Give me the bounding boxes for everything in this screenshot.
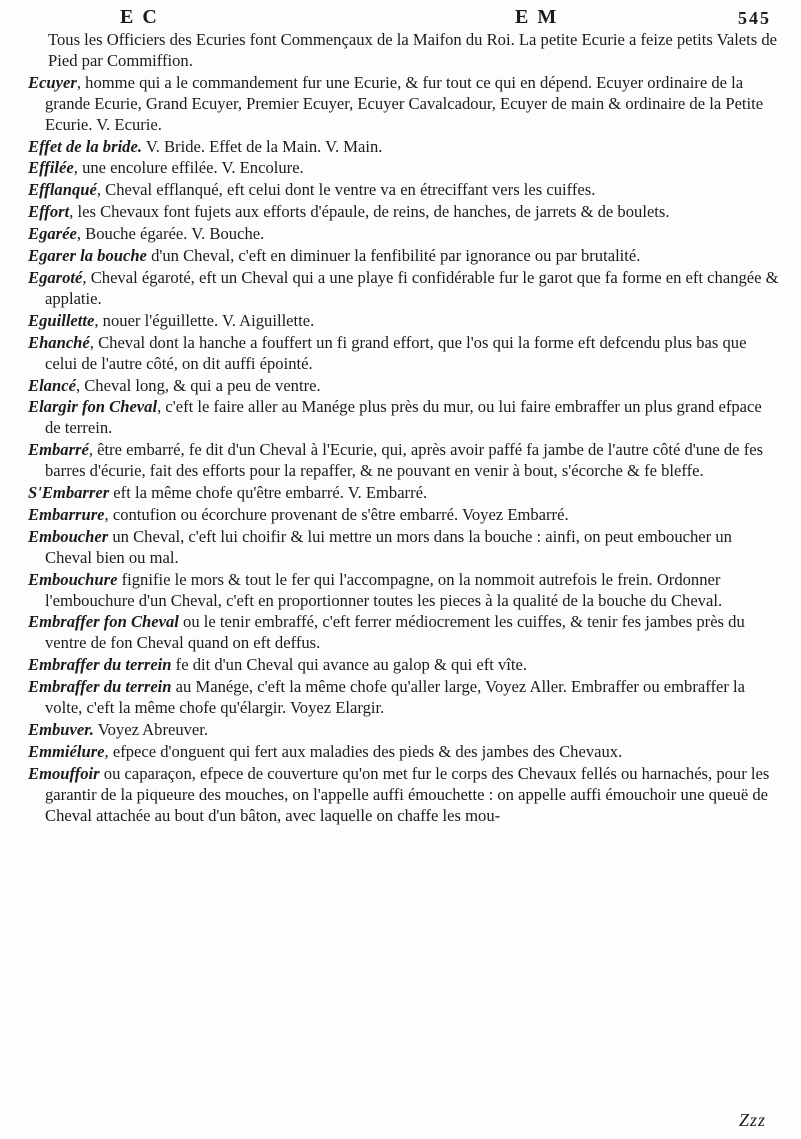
signature-mark: Zzz bbox=[738, 1110, 766, 1130]
entry bbox=[28, 268, 780, 310]
entry-text: , contufion ou écorchure provenant de s'être embarré. Voyez Embarré. bbox=[104, 504, 569, 524]
entry bbox=[28, 202, 780, 223]
entry-headword: Eguillette bbox=[28, 310, 95, 330]
entry-text: , efpece d'onguent qui fert aux maladies des pieds & des jambes des Chevaux. bbox=[104, 741, 623, 761]
entry bbox=[28, 376, 780, 397]
entry-text: , les Chevaux font fujets aux efforts d'épaule, de reins, de hanches, de jarrets & de boulets. bbox=[69, 202, 670, 222]
entry bbox=[28, 180, 780, 201]
entry-headword: Emouffoir bbox=[28, 763, 100, 783]
entry bbox=[28, 246, 780, 267]
entry-headword: Effort bbox=[28, 202, 70, 222]
entry bbox=[28, 224, 780, 245]
page-number: 545 bbox=[738, 8, 771, 28]
entry bbox=[28, 570, 780, 612]
entry-text: , homme qui a le commandement fur une Ecurie, & fur tout ce qui en dépend. Ecuyer ordinaire de la grande Ecurie, Grand Ecuyer, Premier Ecuyer, Ecuyer Cavalcadour, Ecuyer de main & ordinaire de la Petite Ecurie. V. Ecurie. bbox=[45, 72, 764, 134]
entry-headword: Embouchure bbox=[28, 569, 118, 589]
entry-text: les Officiers des Ecuries font Commençaux de la Maifon du Roi. La petite Ecurie a feize petits Valets de Pied par Commiffion. bbox=[48, 30, 778, 70]
entry-text: , être embarré, fe dit d'un Cheval à l'Ecurie, qui, après avoir paffé fa jambe de l'autre côté d'une de fes barres d'écurie, fait des efforts pour la repaffer, & ne pouvant en venir à bout, s'écorche & fe bleffe. bbox=[45, 440, 764, 481]
entry-headword: Effilée bbox=[28, 158, 74, 178]
entry-headword: Egarée bbox=[28, 224, 77, 244]
entry-text: ou le tenir embraffé, c'eft ferrer médiocrement les cuiffes, & tenir fes jambes près du ventre de fon Cheval quand on eft deffus. bbox=[45, 612, 745, 653]
running-head-left: E C bbox=[120, 6, 159, 28]
entry-text: fe dit d'un Cheval qui avance au galop & qui eft vîte. bbox=[171, 655, 528, 675]
entry-headword: Egaroté bbox=[28, 267, 83, 287]
entry-headword: Embuver. bbox=[28, 720, 94, 739]
entry-text: , Cheval efflanqué, eft celui dont le ventre va en étreciffant vers les cuiffes. bbox=[96, 180, 596, 200]
entry bbox=[28, 73, 780, 136]
entry bbox=[28, 764, 780, 827]
entry-headword: Efflanqué bbox=[28, 180, 97, 200]
entry-text: V. Bride. Effet de la Main. V. Main. bbox=[142, 136, 383, 156]
entry bbox=[28, 397, 780, 439]
entry-headword: Emboucher bbox=[28, 526, 109, 546]
entry-text: Voyez Abreuver. bbox=[93, 720, 209, 739]
dictionary-body bbox=[28, 30, 780, 828]
entry-text: , Cheval égaroté, eft un Cheval qui a une playe fi confidérable fur le garot que fa forme en eft changée & applatie. bbox=[45, 267, 779, 308]
entry-text: , nouer l'éguillette. V. Aiguillette. bbox=[94, 310, 315, 330]
entry bbox=[28, 483, 780, 504]
entry bbox=[28, 655, 780, 676]
entry-text: un Cheval, c'eft lui choifir & lui mettre un mors dans la bouche : ainfi, on peut emboucher un Cheval bien ou mal. bbox=[45, 526, 732, 567]
entry-headword: Elargir fon Cheval bbox=[28, 397, 158, 417]
entry bbox=[28, 137, 780, 158]
entry-headword: Elancé bbox=[28, 375, 76, 395]
entry-headword: Effet de la bride. bbox=[28, 136, 142, 156]
running-head-middle: E M bbox=[515, 6, 559, 28]
entry bbox=[28, 311, 780, 332]
entry-text: fignifie le mors & tout le fer qui l'accompagne, on la nommoit autrefois le frein. Ordonner l'embouchure d'un Cheval, c'eft en proportionner toutes les pieces à la qualité de la bouche du Cheval. bbox=[45, 569, 723, 610]
entry-headword: Ehanché bbox=[28, 332, 90, 352]
entry bbox=[28, 440, 780, 482]
entry bbox=[28, 30, 780, 72]
entry-headword: Tous bbox=[48, 30, 81, 49]
entry-text: eft la même chofe qu'être embarré. V. Embarré. bbox=[109, 483, 428, 503]
entry-text: , Cheval long, & qui a peu de ventre. bbox=[75, 375, 321, 395]
entry-text: ou caparaçon, efpece de couverture qu'on met fur le corps des Chevaux fellés ou harnachés, pour les garantir de la piqueure des mouches, on l'appelle auffi émouchette : on appelle auffi émouchoir une queuë de Cheval attachée au bout d'un bâton, avec laquelle on chaffe les mou- bbox=[45, 763, 770, 825]
entry-text: , Cheval dont la hanche a fouffert un fi grand effort, que l'os qui la forme eft defcendu plus bas que celui de l'autre côté, on dit auffi épointé. bbox=[45, 332, 747, 373]
entry bbox=[28, 158, 780, 179]
entry bbox=[28, 612, 780, 654]
entry-headword: Embraffer du terrein bbox=[28, 655, 172, 675]
entry-text: d'un Cheval, c'eft en diminuer la fenfibilité par ignorance ou par brutalité. bbox=[146, 246, 641, 266]
entry-text: , une encolure effilée. V. Encolure. bbox=[73, 158, 304, 178]
entry-text: au Manége, c'eft la même chofe qu'aller large, Voyez Aller. Embraffer ou embraffer la volte, c'eft la même chofe qu'élargir. Voyez Elargir. bbox=[45, 677, 745, 718]
entry-headword: Embraffer fon Cheval bbox=[28, 612, 179, 632]
running-head bbox=[60, 6, 771, 30]
entry bbox=[28, 527, 780, 569]
entry-text: , Bouche égarée. V. Bouche. bbox=[76, 224, 265, 244]
entry bbox=[28, 720, 780, 741]
entry bbox=[28, 505, 780, 526]
entry-text: , c'eft le faire aller au Manége plus près du mur, ou lui faire embraffer un plus grand efpace de terrein. bbox=[45, 397, 762, 438]
entry-headword: Embarrure bbox=[28, 504, 105, 524]
entry-headword: Egarer la bouche bbox=[28, 246, 147, 266]
entry bbox=[28, 742, 780, 763]
entry bbox=[28, 333, 780, 375]
entry bbox=[28, 677, 780, 719]
entry-headword: Ecuyer bbox=[28, 72, 77, 92]
entry-headword: Embraffer du terrein bbox=[28, 677, 172, 697]
entry-headword: Emmiélure bbox=[28, 741, 105, 761]
entry-headword: Embarré bbox=[28, 440, 89, 460]
entry-headword: S'Embarrer bbox=[28, 483, 110, 503]
